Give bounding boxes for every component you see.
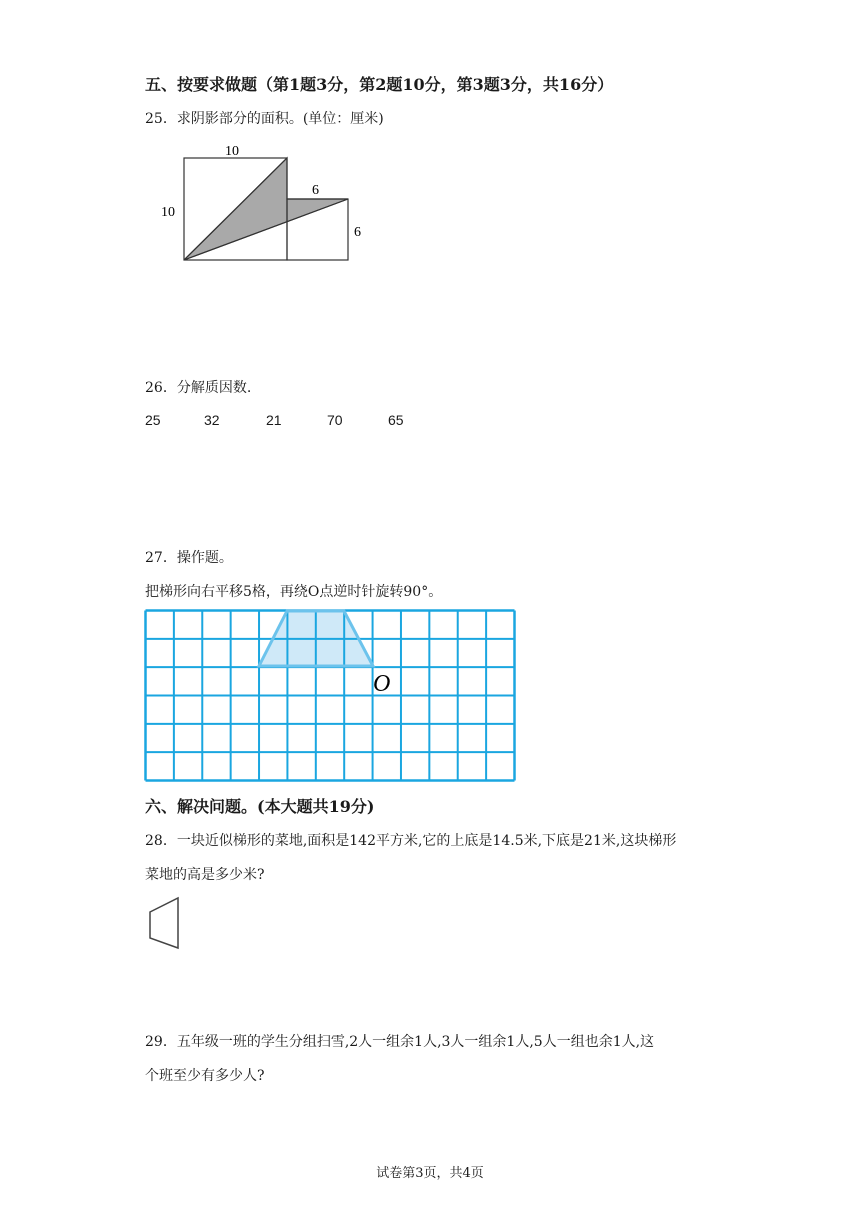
number-32: 32: [204, 412, 220, 428]
section-5-title: 五、按要求做题（第1题3分，第2题10分，第3题3分，共16分）: [145, 75, 614, 94]
number-25: 25: [145, 412, 161, 428]
question-28-line-2: 菜地的高是多少米?: [145, 867, 265, 883]
page-footer: 试卷第3页，共4页: [376, 1166, 484, 1181]
question-25-figure: [155, 140, 365, 265]
point-o-label: O: [373, 671, 391, 697]
question-28-trapezoid-figure: [148, 896, 184, 952]
question-29-line-1: 29．五年级一班的学生分组扫雪,2人一组余1人,3人一组余1人,5人一组也余1人,这: [145, 1034, 655, 1050]
section-6-title: 六、解决问题。(本大题共19分): [145, 797, 375, 816]
shaded-region: [184, 158, 348, 260]
question-26-text: 26．分解质因数.: [145, 380, 252, 396]
label-small-top-6: 6: [312, 183, 319, 198]
question-27-grid: [144, 609, 516, 783]
question-27-text: 27．操作题。: [145, 550, 233, 566]
question-25-text: 25．求阴影部分的面积。(单位：厘米): [145, 111, 384, 127]
label-small-right-6: 6: [354, 225, 361, 240]
label-left-10: 10: [161, 205, 175, 220]
question-28-line-1: 28．一块近似梯形的菜地,面积是142平方米,它的上底是14.5米,下底是21米,这块梯形: [145, 833, 677, 849]
label-top-10: 10: [225, 144, 239, 159]
question-27-instruction: 把梯形向右平移5格，再绕O点逆时针旋转90°。: [145, 584, 443, 600]
field-trapezoid: [150, 898, 178, 948]
question-29-line-2: 个班至少有多少人?: [145, 1068, 265, 1084]
number-70: 70: [327, 412, 343, 428]
number-21: 21: [266, 412, 282, 428]
number-65: 65: [388, 412, 404, 428]
